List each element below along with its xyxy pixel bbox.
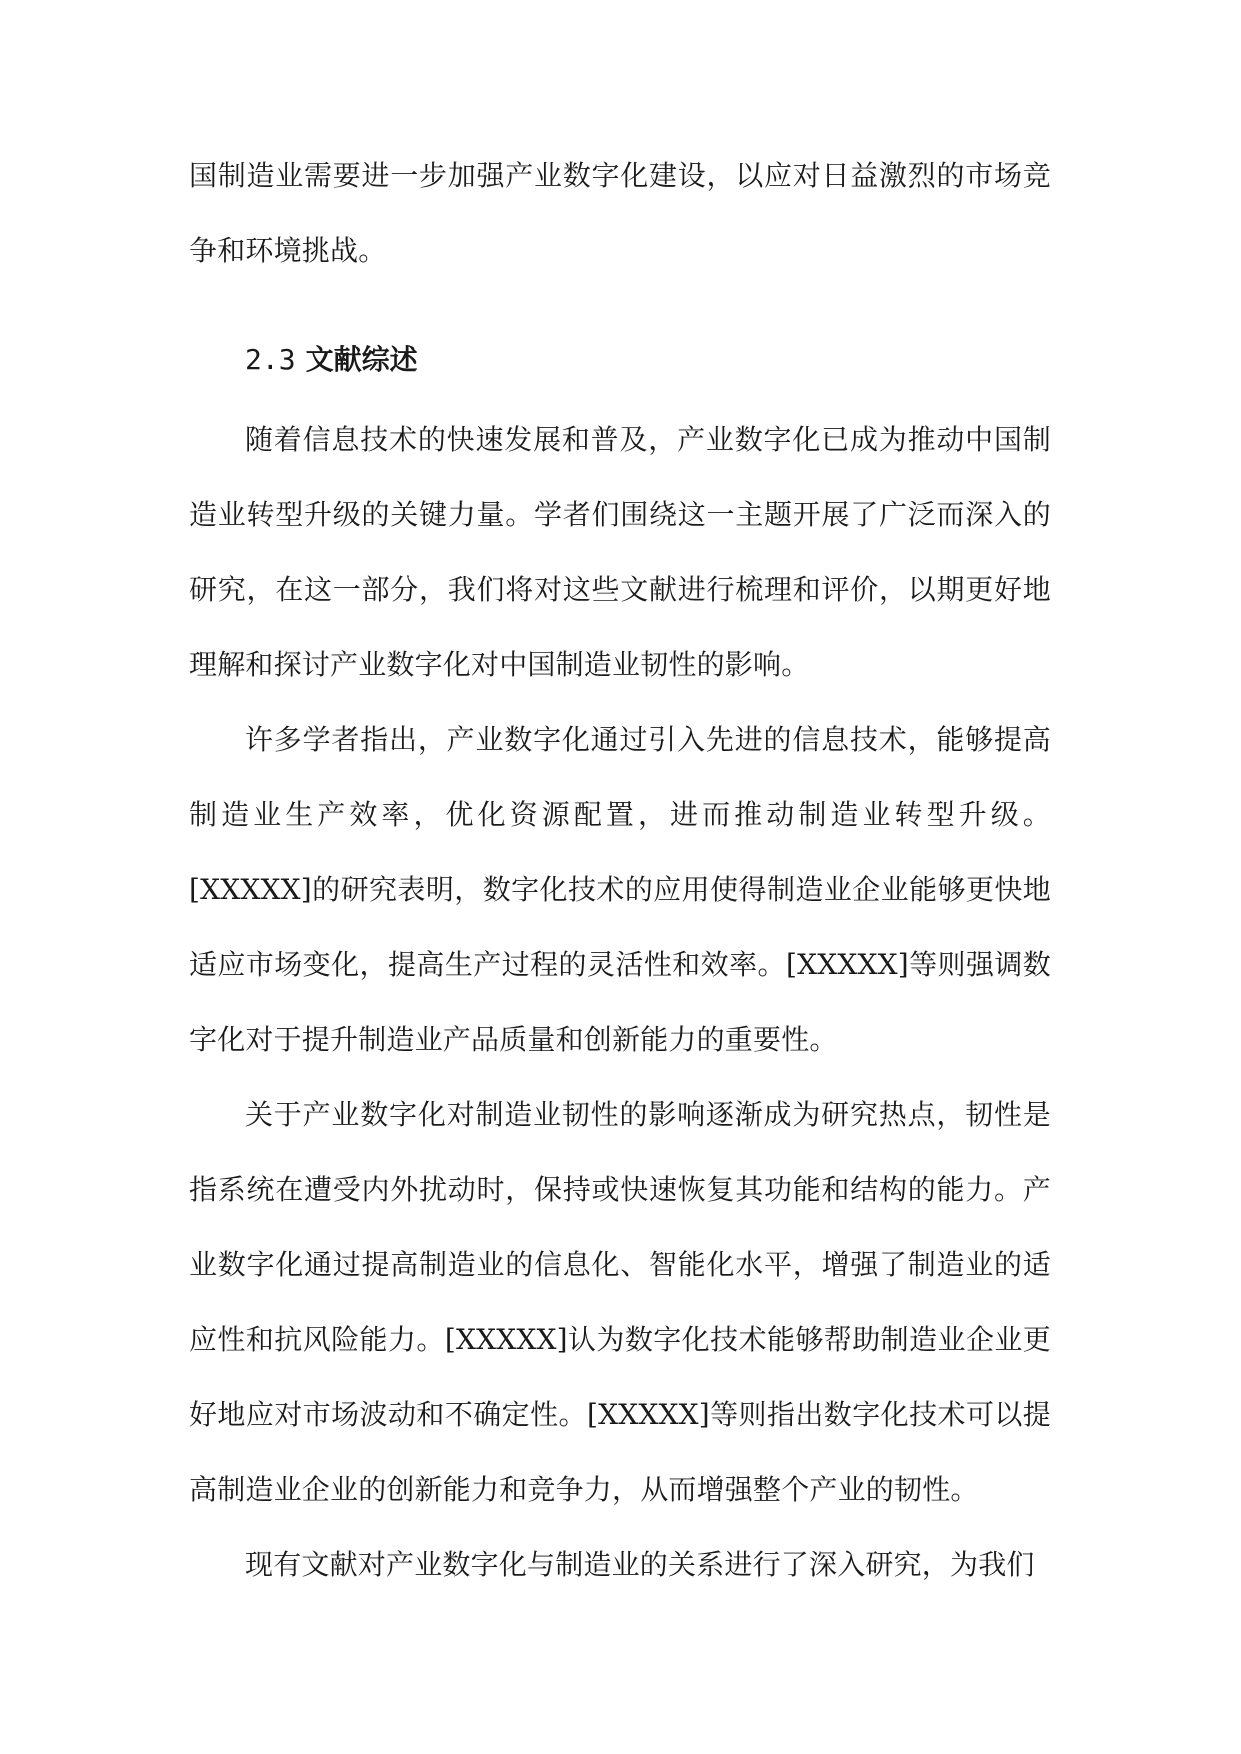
section-title: 文献综述 <box>305 343 418 376</box>
section-heading <box>189 330 1051 390</box>
section-number: 2.3 <box>245 343 296 376</box>
paragraph: 许多学者指出，产业数字化通过引入先进的信息技术，能够提高制造业生产效率，优化资源配置，进而推动制造业转型升级。[XXXXX]的研究表明，数字化技术的应用使得制造业企业能够更快地适应市场变化，提高生产过程的灵活性和效率。[XXXXX]等则强调数字化对于提升制造业产品质量和创新能力的重要性。 <box>189 723 1051 1056</box>
continued-paragraph: 国制造业需要进一步加强产业数字化建设，以应对日益激烈的市场竞争和环境挑战。 <box>189 159 1051 267</box>
document-body <box>189 138 1051 1602</box>
paragraph: 随着信息技术的快速发展和普及，产业数字化已成为推动中国制造业转型升级的关键力量。学者们围绕这一主题开展了广泛而深入的研究，在这一部分，我们将对这些文献进行梳理和评价，以期更好地理解和探讨产业数字化对中国制造业韧性的影响。 <box>189 423 1051 681</box>
section-content <box>189 402 1051 1602</box>
paragraph: 现有文献对产业数字化与制造业的关系进行了深入研究，为我们 <box>245 1548 1035 1581</box>
paragraph: 关于产业数字化对制造业韧性的影响逐渐成为研究热点，韧性是指系统在遭受内外扰动时，保持或快速恢复其功能和结构的能力。产业数字化通过提高制造业的信息化、智能化水平，增强了制造业的适应性和抗风险能力。[XXXXX]认为数字化技术能够帮助制造业企业更好地应对市场波动和不确定性。[XXXXX]等则指出数字化技术可以提高制造业企业的创新能力和竞争力，从而增强整个产业的韧性。 <box>189 1098 1051 1506</box>
